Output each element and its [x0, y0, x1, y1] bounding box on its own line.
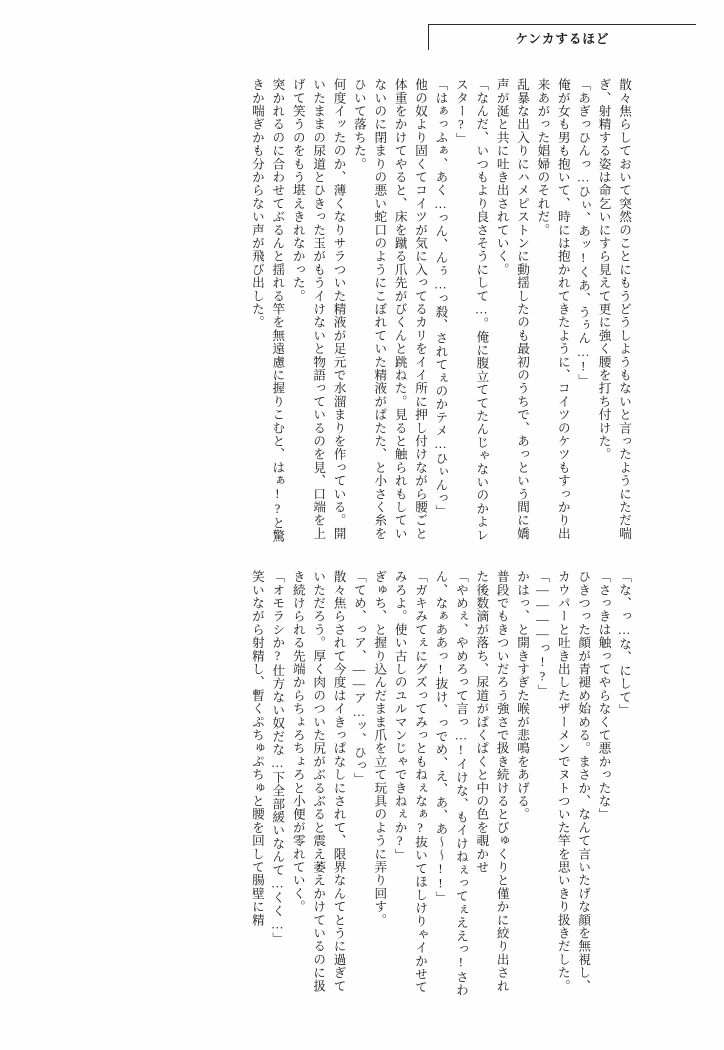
body-text-upper	[247, 78, 634, 548]
paragraph: ぎゅち、と握り込んだまま爪を立て玩具のように弄り回す。	[372, 570, 387, 927]
paragraph: 散々焦らされて今度はイきっぱなしにされて、限界なんてとうに過ぎていただろう。厚く肉のついた尻がぶるぶると震え萎えかけているのに扱き続けられる先端からちょろちょろと小便が零れていく。	[290, 570, 346, 993]
running-head-title: ケンカするほど	[515, 30, 610, 46]
paragraph: 散々焦らしておいて突然のことにもうどうしようもないと言ったようにただ喘ぎ、射精する姿は命乞いにすら見えて更に強く腰を打ち付けた。	[596, 78, 631, 540]
paragraph: 何度イッたのか、薄くなりサラついた精液が足元で水溜まりを作っている。開いたままの尿道とひきった玉がもうイけないと物語っているのを見、口端を上げて笑うのをもう堪えきれなかった。	[290, 78, 346, 540]
paragraph: ひきつった顔が青褪め始める。まさか、なんて言いたげな顔を無視し、カウパーと吐き出したザーメンでヌトついた竿を思いきり扱きだした。	[555, 570, 591, 993]
paragraph: 「やめぇ、やめろって言っ…!イけな、もイけねぇってぇええっ!さわん、なぁああっ!抜け、っでめ、え、あ、あ〜〜!!」	[433, 570, 468, 997]
paragraph: 「――――っ!?」	[535, 570, 550, 698]
paragraph: 他の奴より固くてコイツが気に入ってるカリをイイ所に押し付けながら腰ごと体重をかけてやると、床を蹴る爪先がびくんと跳ねた。見ると触られもしていないのに閉まりの悪い蛇口のようにこぼれていた精液がぱたた、と小さく糸をひいて落ちた。	[351, 78, 428, 540]
running-head	[428, 24, 696, 50]
paragraph: 「な、っ…な、にして」	[617, 570, 631, 717]
paragraph: 「ガキみてぇにグズってみっともねぇなぁ?抜いてほしけりゃイかせてみろよ。使い古しのユルマンじゃできねぇか?」	[392, 570, 428, 994]
paragraph: 普段でもきついだろう強さで扱き続けるとびゅくりと僅かに絞り出された後数滴が落ち、尿道がぱくぱくと中の色を覗かせ	[474, 570, 509, 993]
paragraph: 突かれるのに合わせてぶるんと揺れる竿を無遠慮に握りこむと、はぁ!?と驚きか喘ぎかも分からない声が飛び出した。	[249, 78, 285, 543]
paragraph: 「オモラシか?仕方ない奴だな…下全部緩いなんて…くく…」	[270, 570, 285, 946]
paragraph: 「てめ、っア、――ア…ッ、ひっ」	[351, 570, 366, 786]
paragraph: かはっ、と開きすぎた喉が悲鳴をあげる。	[515, 570, 530, 821]
paragraph: 俺が女も男も抱いて、時には抱かれてきたように、コイツのケツもすっかり出来あがった娼婦のそれだ。	[535, 78, 570, 540]
paragraph: 「なんだ、いつもより良さそうにして…。俺に腹立ててたんじゃないのかよレスター?」	[453, 78, 489, 542]
paragraph: 「さっきは触ってやらなくて悪かったな」	[596, 570, 611, 821]
paragraph: 「あぎっひんっ…ひぃ、あッ!くあ、うぅん…!」	[576, 78, 591, 388]
paragraph: 乱暴な出入りにハメピストンに動揺したのも最初のうちで、あっという間に嬌声が涎と共に吐き出されていく。	[494, 78, 530, 540]
paragraph: 笑いながら射精し、暫くぷちゅぷちゅと腰を回して腸壁に精	[249, 570, 264, 927]
body-text-lower	[247, 570, 634, 1000]
paragraph: 「はぁっふぁ、あく…っん、んぅ…っ殺、されてぇのかテメ…ひぃんっ」	[433, 78, 448, 518]
